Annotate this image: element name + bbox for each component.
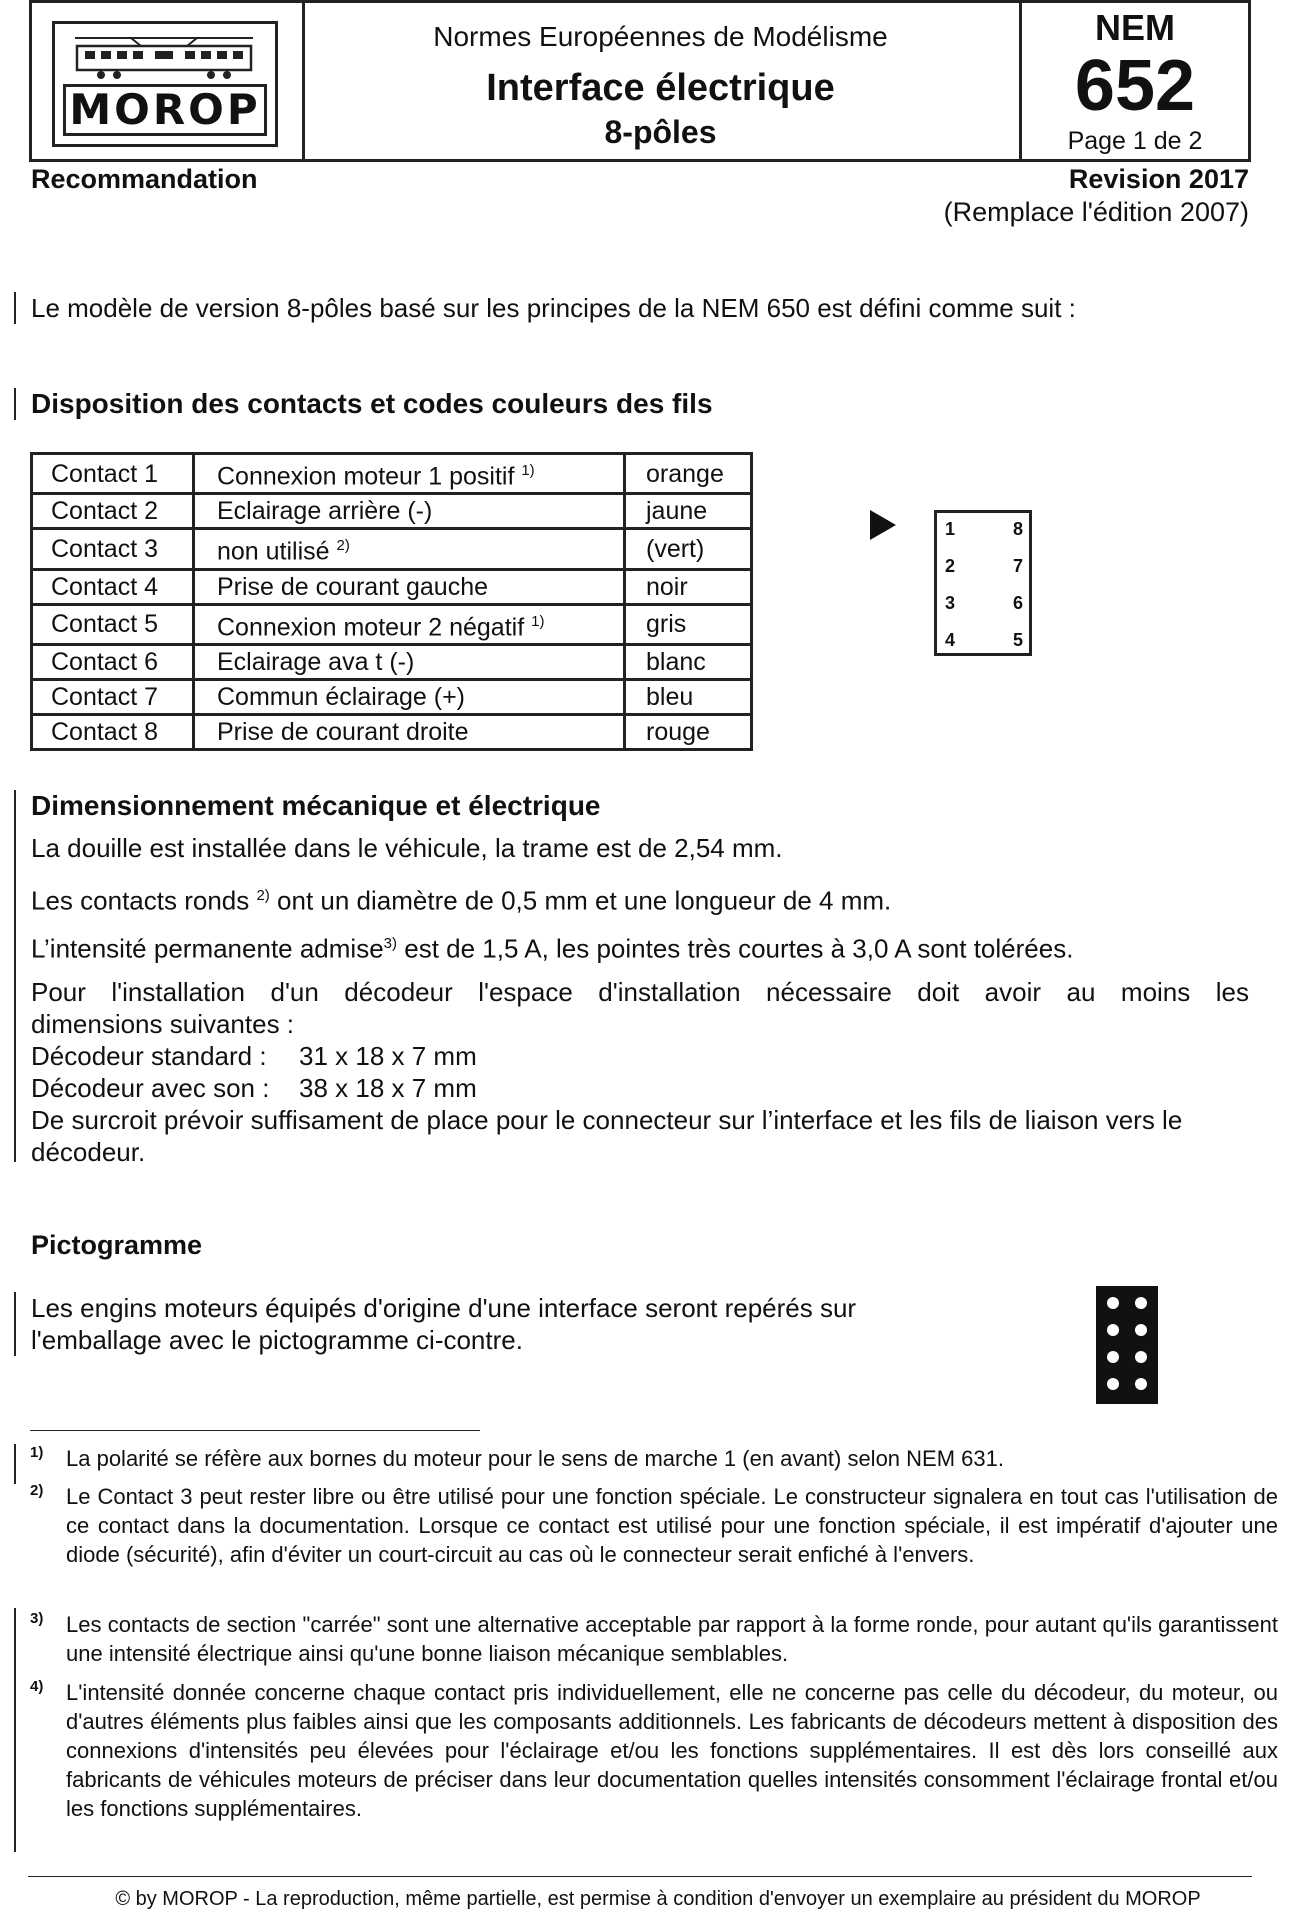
logo-cell [32, 3, 305, 159]
wire-color: (vert) [625, 529, 752, 569]
revision-label: Revision 2017 [1068, 164, 1249, 194]
change-bar [14, 790, 16, 1162]
contact-id: Contact 1 [32, 454, 194, 494]
interface-pictogram-icon [1096, 1286, 1158, 1404]
copyright-notice: © by MOROP - La reproduction, même partielle, est permise à condition d'envoyer un exemplaire au président du MOROP [115, 1888, 1201, 1910]
contact-description: Eclairage ava t (-) [194, 644, 625, 679]
pictogram-text-line-1: Les engins moteurs équipés d'origine d'une interface seront repérés sur [31, 1293, 857, 1323]
wire-color: noir [625, 569, 752, 604]
table-row [32, 604, 752, 644]
number-cell [1022, 3, 1248, 159]
organization-name: Normes Européennes de Modélisme [433, 21, 888, 52]
decoder-sound-value: 38 x 18 x 7 mm [299, 1073, 477, 1103]
footnote-ref: 2) [336, 537, 350, 555]
contact-id: Contact 2 [32, 494, 194, 529]
title-cell [302, 3, 1022, 159]
footnote-ref: 1) [521, 462, 535, 479]
wire-color: rouge [625, 714, 752, 749]
dim-paragraph-2: Les contacts ronds $^{2)}$ ont un diamètre de 0,5 mm et une longueur de 4 mm. [31, 885, 892, 916]
table-row [32, 494, 752, 529]
locomotive-icon [71, 34, 257, 82]
pinout-box [934, 510, 1032, 656]
dim-paragraph-4-line-2: dimensions suivantes : [31, 1009, 295, 1039]
table-row [32, 529, 752, 569]
pin-number: 1 [945, 519, 956, 539]
footnote-separator [30, 1430, 480, 1431]
logo-wordmark: MOROP [63, 84, 267, 136]
document-subtitle: 8-pôles [604, 114, 717, 150]
change-bar [14, 1292, 16, 1356]
page-indicator: Page 1 de 2 [1067, 127, 1203, 155]
contact-id: Contact 5 [32, 604, 194, 644]
decoder-standard-label: Décodeur standard : [31, 1041, 267, 1071]
nem-number: 652 [1074, 46, 1196, 126]
contact-id: Contact 4 [32, 569, 194, 604]
decoder-sound-label: Décodeur avec son : [31, 1073, 270, 1103]
morop-logo [52, 21, 278, 147]
wire-color: blanc [625, 644, 752, 679]
footnote-ref: 1) [531, 612, 545, 630]
wire-color: jaune [625, 494, 752, 529]
table-row [32, 454, 752, 494]
pin-number: 7 [1013, 556, 1024, 576]
pin-number: 6 [1013, 593, 1024, 613]
table-row [32, 679, 752, 714]
dim-paragraph-5: De surcroit prévoir suffisament de place pour le connecteur sur l’interface et les fils de liaison vers le décodeur. [31, 1105, 1183, 1167]
dim-paragraph-4-line-1: Pour l'installation d'un décodeur l'espace d'installation nécessaire doit avoir au moins les [31, 977, 1249, 1007]
section-title-dimensions: Dimensionnement mécanique et électrique [31, 790, 601, 821]
change-bar [14, 1608, 16, 1852]
table-row [32, 714, 752, 749]
contact-description: Prise de courant gauche [194, 569, 625, 604]
table-row [32, 644, 752, 679]
contact-id: Contact 6 [32, 644, 194, 679]
contact-description: non utilisé $^{2)}$ [194, 529, 625, 569]
contact-description: Prise de courant droite [194, 714, 625, 749]
contact-description: Connexion moteur 1 positif $^{1)}$ [194, 454, 625, 494]
contact-id: Contact 3 [32, 529, 194, 569]
replaces-label: (Remplace l'édition 2007) [943, 197, 1249, 227]
contact-description: Connexion moteur 2 négatif $^{1)}$ [194, 604, 625, 644]
contacts-table [30, 452, 753, 751]
footer-separator [28, 1876, 1252, 1877]
orientation-arrow-icon [868, 508, 898, 542]
status-label: Recommandation [31, 164, 258, 194]
nem-label: NEM [1095, 7, 1175, 48]
pin-number: 8 [1013, 519, 1024, 539]
section-title-pictogram: Pictogramme [31, 1230, 203, 1260]
change-bar [14, 388, 16, 420]
wire-color: bleu [625, 679, 752, 714]
wire-color: gris [625, 604, 752, 644]
dim-paragraph-3: L’intensité permanente admise$^{3)}$ est de 1,5 A, les pointes très courtes à 3,0 A sont tolérées. [31, 933, 1074, 964]
contact-description: Eclairage arrière (-) [194, 494, 625, 529]
pin-number: 5 [1013, 630, 1024, 650]
contact-id: Contact 8 [32, 714, 194, 749]
pin-number: 2 [945, 556, 956, 576]
document-title: Interface électrique [486, 67, 835, 109]
contact-description: Commun éclairage (+) [194, 679, 625, 714]
pictogram-text-line-2: l'emballage avec le pictogramme ci-contre. [31, 1325, 523, 1355]
intro-paragraph: Le modèle de version 8-pôles basé sur les principes de la NEM 650 est défini comme suit : [31, 293, 1076, 323]
pin-number: 4 [945, 630, 956, 650]
section-title-contacts: Disposition des contacts et codes couleurs des fils [31, 388, 713, 419]
change-bar [14, 292, 16, 324]
dim-paragraph-1: La douille est installée dans le véhicule, la trame est de 2,54 mm. [31, 833, 783, 863]
wire-color: orange [625, 454, 752, 494]
table-row [32, 569, 752, 604]
contact-id: Contact 7 [32, 679, 194, 714]
pin-number: 3 [945, 593, 956, 613]
document-header [29, 0, 1251, 162]
change-bar [14, 1444, 16, 1484]
decoder-standard-value: 31 x 18 x 7 mm [299, 1041, 477, 1071]
